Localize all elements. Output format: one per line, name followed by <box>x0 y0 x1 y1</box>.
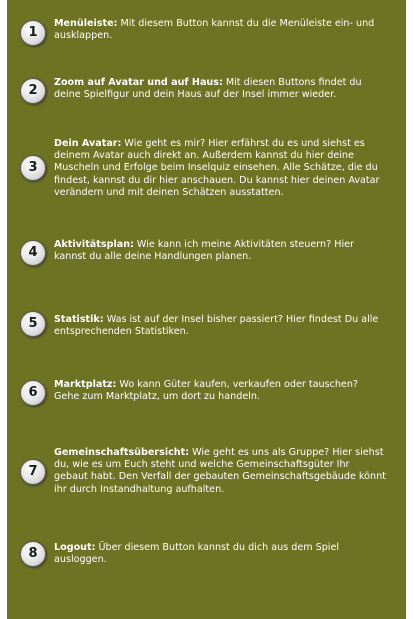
help-item-description: Was ist auf der Insel bisher passiert? Hier findest Du alle entsprechenden Statistiken. <box>54 314 379 338</box>
help-item-description: Wie kann ich meine Aktivitäten steuern? Hier kannst du alle deine Handlungen planen. <box>54 239 355 263</box>
help-item-title: Marktplatz: <box>54 379 117 390</box>
help-item-description: Wie geht es uns als Gruppe? Hier siehst du, wie es um Euch steht und welche Gemeinschaftsgüter Ihr gebaut habt. Den Verfall der gebauten Gemeinschaftsgebäude könnt ihr durch Instandhaltung aufhalten. <box>54 447 386 495</box>
help-item-title: Menüleiste: <box>54 18 118 29</box>
help-panel <box>7 0 406 619</box>
help-item-description: Mit diesen Buttons findet du deine Spielfigur und dein Haus auf der Insel immer wieder. <box>54 77 362 101</box>
help-item-text <box>54 379 386 403</box>
number-badge: 5 <box>20 311 46 337</box>
help-item-text <box>54 447 386 496</box>
help-item-title: Logout: <box>54 542 96 553</box>
help-item-description: Wie geht es mir? Hier erfährst du es und siehst es deinem Avatar auch direkt an. Außerdem kannst du hier deine Muscheln und Erfolge beim Inselquiz einsehen. Alle Schätze, die du findest, kannst du dir hier anschauen. Du kannst hier deinen Avatar verändern und mit deinen Schätzen ausstatten. <box>54 138 380 198</box>
help-item-text <box>54 314 386 338</box>
help-item-title: Statistik: <box>54 314 104 325</box>
number-badge: 7 <box>20 459 46 485</box>
help-item-text <box>54 138 386 199</box>
number-badge: 8 <box>20 541 46 567</box>
number-badge: 1 <box>20 20 46 46</box>
help-item-title: Dein Avatar: <box>54 138 122 149</box>
help-item-title: Zoom auf Avatar und auf Haus: <box>54 77 223 88</box>
number-badge: 4 <box>20 240 46 266</box>
help-item-text <box>54 542 386 566</box>
number-badge: 6 <box>20 380 46 406</box>
number-badge: 3 <box>20 155 46 181</box>
number-badge: 2 <box>20 78 46 104</box>
help-item-title: Gemeinschaftsübersicht: <box>54 447 190 458</box>
help-item-title: Aktivitätsplan: <box>54 239 134 250</box>
help-item-text <box>54 77 386 101</box>
help-item-text <box>54 18 386 42</box>
help-item-description: Mit diesem Button kannst du die Menüleiste ein- und ausklappen. <box>54 18 375 42</box>
help-item-description: Wo kann Güter kaufen, verkaufen oder tauschen? Gehe zum Marktplatz, um dort zu handeln. <box>54 379 358 403</box>
help-item-text <box>54 239 386 263</box>
help-item-description: Über diesem Button kannst du dich aus dem Spiel ausloggen. <box>54 542 340 566</box>
